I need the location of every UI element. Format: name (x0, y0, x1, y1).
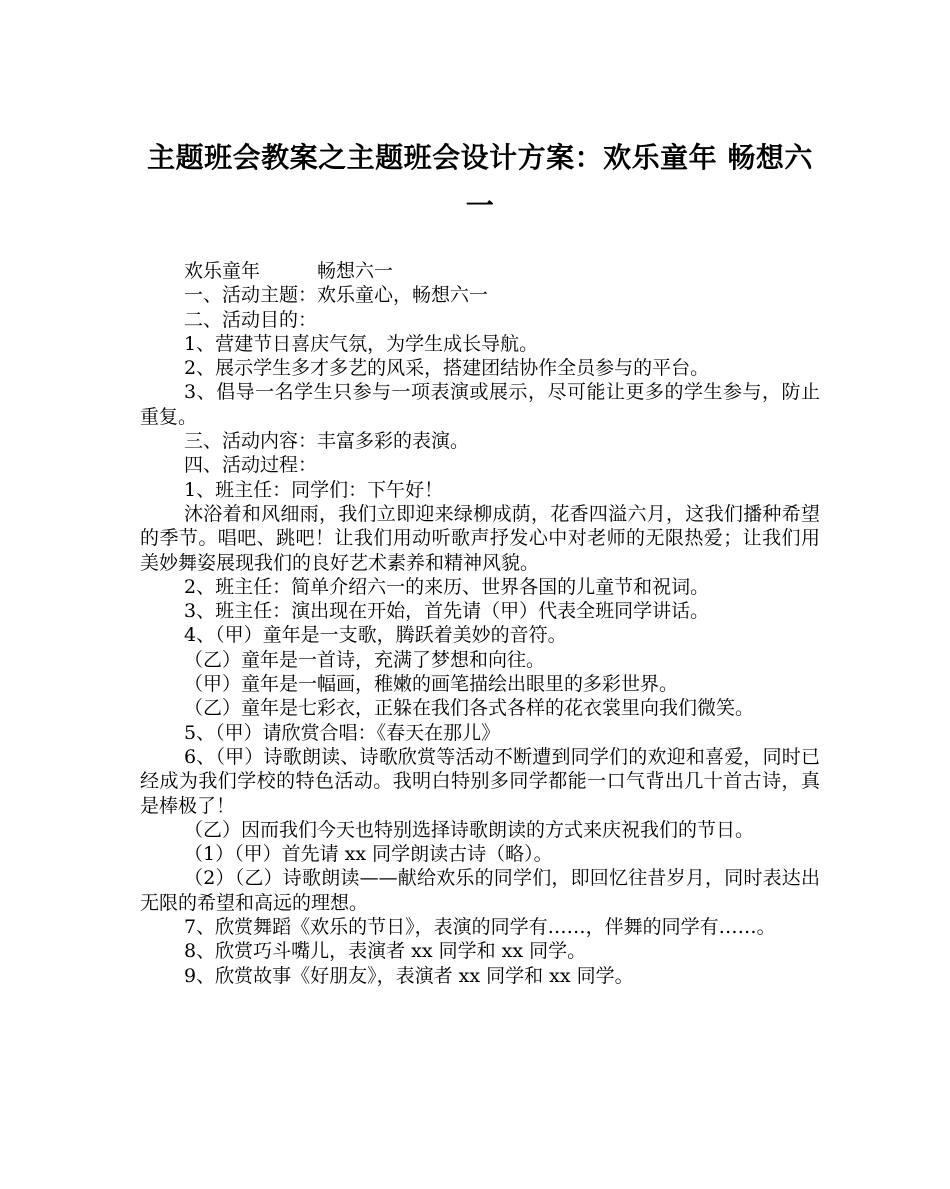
paragraph-step-6: 6、（甲）诗歌朗读、诗歌欣赏等活动不断遭到同学们的欢迎和喜爱，同时已经成为我们学校的特色活动。我明白特别多同学都能一口气背出几十首古诗，真是棒极了！ (140, 745, 820, 817)
paragraph-step-8: 8、欣赏巧斗嘴儿，表演者 xx 同学和 xx 同学。 (184, 940, 587, 963)
paragraph-dialogue-yi-1: （乙）童年是一首诗，充满了梦想和向往。 (184, 648, 546, 671)
paragraph-activity-theme: 一、活动主题：欢乐童心，畅想六一 (184, 284, 489, 307)
paragraph-step-4: 4、（甲）童年是一支歌，腾跃着美妙的音符。 (184, 624, 567, 647)
paragraph-step-9: 9、欣赏故事《好朋友》，表演者 xx 同学和 xx 同学。 (184, 964, 634, 987)
paragraph-step-2: 2、班主任：简单介绍六一的来历、世界各国的儿童节和祝词。 (184, 575, 710, 598)
paragraph-dialogue-jia-2: （甲）童年是一幅画，稚嫩的画笔描绘出眼里的多彩世界。 (184, 673, 679, 696)
paragraph-activity-content: 三、活动内容：丰富多彩的表演。 (184, 430, 470, 453)
paragraph-dialogue-yi-2: （乙）童年是七彩衣，正躲在我们各式各样的花衣裳里向我们微笑。 (184, 697, 755, 720)
paragraph-subtitle: 欢乐童年 畅想六一 (184, 260, 394, 282)
paragraph-activity-process-heading: 四、活动过程： (184, 454, 318, 477)
document-body (140, 259, 820, 988)
paragraph-step-3: 3、班主任：演出现在开始，首先请（甲）代表全班同学讲话。 (184, 600, 710, 623)
paragraph-purpose-1: 1、营建节日喜庆气氛，为学生成长导航。 (184, 332, 539, 355)
paragraph-opening-speech: 沐浴着和风细雨，我们立即迎来绿柳成荫，花香四溢六月，这我们播种希望的季节。唱吧、跳吧！让我们用动听歌声抒发心中对老师的无限热爱；让我们用美妙舞姿展现我们的良好艺术素养和精神风貌。 (140, 502, 820, 574)
document-title: 主题班会教案之主题班会设计方案：欢乐童年 畅想六一 (147, 141, 813, 222)
paragraph-poem-1: （1）（甲）首先请 xx 同学朗读古诗（略）。 (184, 843, 553, 866)
paragraph-poem-2: （2）（乙）诗歌朗读——献给欢乐的同学们，即回忆往昔岁月，同时表达出无限的希望和高远的理想。 (140, 867, 820, 914)
paragraph-dialogue-yi-3: （乙）因而我们今天也特别选择诗歌朗读的方式来庆祝我们的节日。 (184, 818, 755, 841)
paragraph-activity-purpose-heading: 二、活动目的： (184, 308, 318, 331)
paragraph-step-5: 5、（甲）请欣赏合唱：《春天在那儿》 (184, 721, 501, 744)
paragraph-purpose-3: 3、倡导一名学生只参与一项表演或展示，尽可能让更多的学生参与，防止重复。 (140, 381, 820, 428)
paragraph-purpose-2: 2、展示学生多才多艺的风采，搭建团结协作全员参与的平台。 (184, 357, 710, 380)
paragraph-step-1: 1、班主任：同学们：下午好！ (184, 478, 444, 501)
paragraph-step-7: 7、欣赏舞蹈《欢乐的节日》，表演的同学有……，伴舞的同学有……。 (184, 916, 776, 939)
